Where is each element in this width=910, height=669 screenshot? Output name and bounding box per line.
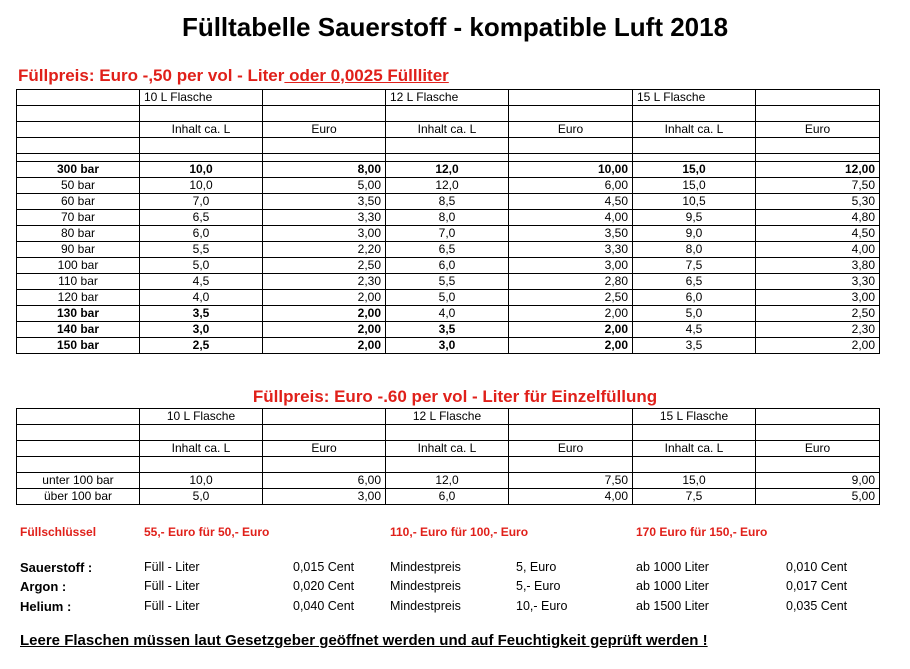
pressure-cell: 100 bar	[17, 258, 140, 274]
col-inhalt: Inhalt ca. L	[140, 122, 263, 138]
volume-cell: 12,0	[386, 162, 509, 178]
volume-cell: 3,0	[140, 322, 263, 338]
col-euro: Euro	[263, 122, 386, 138]
gas-ab-price: 0,017 Cent	[786, 579, 848, 593]
price-cell: 3,50	[263, 194, 386, 210]
table-row	[17, 322, 880, 338]
price-cell: 4,50	[509, 194, 633, 210]
price-cell: 2,00	[509, 306, 633, 322]
gas-unit: Füll - Liter	[144, 579, 200, 593]
volume-cell: 6,5	[386, 242, 509, 258]
volume-cell: 8,5	[386, 194, 509, 210]
volume-cell: 5,0	[140, 489, 263, 505]
single-fill-price-heading: Füllpreis: Euro -.60 per vol - Liter für Einzelfüllung	[252, 387, 658, 406]
price-cell: 10,00	[509, 162, 633, 178]
table-row	[17, 210, 880, 226]
table-row	[17, 194, 880, 210]
table-row	[17, 242, 880, 258]
volume-cell: 4,5	[140, 274, 263, 290]
pressure-cell: 50 bar	[17, 178, 140, 194]
price-cell: 2,30	[756, 322, 880, 338]
pressure-cell: 70 bar	[17, 210, 140, 226]
gas-unit: Füll - Liter	[144, 560, 200, 574]
volume-cell: 5,5	[386, 274, 509, 290]
price-cell: 5,00	[756, 489, 880, 505]
price-cell: 5,00	[263, 178, 386, 194]
pressure-cell: 150 bar	[17, 338, 140, 354]
gas-min: 5,- Euro	[516, 579, 561, 593]
table-row	[17, 178, 880, 194]
volume-cell: 7,0	[140, 194, 263, 210]
pressure-cell: 130 bar	[17, 306, 140, 322]
col-euro: Euro	[756, 441, 880, 457]
volume-cell: 6,5	[140, 210, 263, 226]
gas-unit: Füll - Liter	[144, 599, 200, 613]
header-10l: 10 L Flasche	[140, 90, 263, 106]
price-cell: 2,00	[756, 338, 880, 354]
pressure-cell: 120 bar	[17, 290, 140, 306]
fuellschluessel-item: 110,- Euro für 100,- Euro	[390, 525, 529, 539]
price-cell: 4,00	[509, 489, 633, 505]
price-cell: 7,50	[756, 178, 880, 194]
price-cell: 2,50	[756, 306, 880, 322]
gas-min-label: Mindestpreis	[390, 560, 461, 574]
volume-cell: 6,0	[386, 258, 509, 274]
volume-cell: 10,5	[633, 194, 756, 210]
volume-cell: 15,0	[633, 473, 756, 489]
gas-name: Sauerstoff :	[20, 560, 93, 575]
table-row	[17, 338, 880, 354]
volume-cell: 6,0	[140, 226, 263, 242]
price-cell: 8,00	[263, 162, 386, 178]
volume-cell: 7,5	[633, 258, 756, 274]
gas-price: 0,040 Cent	[293, 599, 355, 613]
price-cell: 2,80	[509, 274, 633, 290]
pressure-cell: unter 100 bar	[17, 473, 140, 489]
gas-min-label: Mindestpreis	[390, 579, 461, 593]
price-cell: 2,20	[263, 242, 386, 258]
pressure-cell: 140 bar	[17, 322, 140, 338]
volume-cell: 6,0	[386, 489, 509, 505]
header-15l: 15 L Flasche	[633, 409, 756, 425]
volume-cell: 4,0	[140, 290, 263, 306]
header-12l: 12 L Flasche	[386, 90, 509, 106]
pressure-cell: 60 bar	[17, 194, 140, 210]
volume-cell: 4,0	[386, 306, 509, 322]
price-cell: 4,00	[509, 210, 633, 226]
volume-cell: 10,0	[140, 178, 263, 194]
price-cell: 5,30	[756, 194, 880, 210]
price-cell: 4,00	[756, 242, 880, 258]
volume-cell: 10,0	[140, 162, 263, 178]
fuellschluessel-item: 170 Euro für 150,- Euro	[636, 525, 768, 539]
table-row	[17, 489, 880, 505]
volume-cell: 7,5	[633, 489, 756, 505]
header-12l: 12 L Flasche	[386, 409, 509, 425]
volume-cell: 5,0	[140, 258, 263, 274]
volume-cell: 6,0	[633, 290, 756, 306]
volume-cell: 8,0	[386, 210, 509, 226]
price-cell: 3,00	[263, 226, 386, 242]
volume-cell: 3,0	[386, 338, 509, 354]
gas-min-label: Mindestpreis	[390, 599, 461, 613]
fill-table-single	[16, 408, 880, 505]
volume-cell: 15,0	[633, 162, 756, 178]
price-cell: 3,00	[509, 258, 633, 274]
price-cell: 2,30	[263, 274, 386, 290]
price-cell: 3,00	[263, 489, 386, 505]
price-cell: 3,30	[509, 242, 633, 258]
header-row	[17, 409, 880, 425]
volume-cell: 4,5	[633, 322, 756, 338]
price-cell: 4,50	[756, 226, 880, 242]
volume-cell: 3,5	[140, 306, 263, 322]
volume-cell: 5,0	[386, 290, 509, 306]
volume-cell: 9,5	[633, 210, 756, 226]
table-row	[17, 473, 880, 489]
price-cell: 4,80	[756, 210, 880, 226]
col-inhalt: Inhalt ca. L	[633, 122, 756, 138]
volume-cell: 15,0	[633, 178, 756, 194]
table-row	[17, 258, 880, 274]
pressure-cell: 300 bar	[17, 162, 140, 178]
header-row	[17, 90, 880, 106]
header-15l: 15 L Flasche	[633, 90, 756, 106]
col-inhalt: Inhalt ca. L	[386, 122, 509, 138]
col-euro: Euro	[509, 441, 633, 457]
fuellschluessel-label: Füllschlüssel	[20, 525, 97, 539]
pressure-cell: über 100 bar	[17, 489, 140, 505]
price-cell: 3,80	[756, 258, 880, 274]
col-euro: Euro	[263, 441, 386, 457]
column-label-row	[17, 122, 880, 138]
fill-price-alt-text: oder 0,0025 Füllliter	[284, 66, 449, 85]
volume-cell: 6,5	[633, 274, 756, 290]
col-inhalt: Inhalt ca. L	[140, 441, 263, 457]
volume-cell: 3,5	[386, 322, 509, 338]
price-cell: 12,00	[756, 162, 880, 178]
gas-min: 10,- Euro	[516, 599, 568, 613]
price-cell: 2,00	[263, 338, 386, 354]
price-cell: 6,00	[509, 178, 633, 194]
gas-min: 5, Euro	[516, 560, 557, 574]
volume-cell: 12,0	[386, 473, 509, 489]
col-euro: Euro	[509, 122, 633, 138]
gas-ab: ab 1000 Liter	[636, 579, 709, 593]
col-euro: Euro	[756, 122, 880, 138]
column-label-row	[17, 441, 880, 457]
price-cell: 2,00	[509, 338, 633, 354]
gas-price: 0,015 Cent	[293, 560, 355, 574]
gas-ab-price: 0,035 Cent	[786, 599, 848, 613]
table-row	[17, 290, 880, 306]
volume-cell: 8,0	[633, 242, 756, 258]
fill-price-heading	[18, 66, 449, 86]
price-cell: 3,00	[756, 290, 880, 306]
pressure-cell: 80 bar	[17, 226, 140, 242]
price-cell: 3,50	[509, 226, 633, 242]
table-row	[17, 306, 880, 322]
pressure-cell: 110 bar	[17, 274, 140, 290]
gas-name: Argon :	[20, 579, 67, 594]
table-row	[17, 226, 880, 242]
volume-cell: 9,0	[633, 226, 756, 242]
price-cell: 6,00	[263, 473, 386, 489]
page-title: Fülltabelle Sauerstoff - kompatible Luft 2018	[181, 12, 729, 42]
gas-ab-price: 0,010 Cent	[786, 560, 848, 574]
volume-cell: 10,0	[140, 473, 263, 489]
price-cell: 7,50	[509, 473, 633, 489]
fuellschluessel-item: 55,- Euro für 50,- Euro	[144, 525, 270, 539]
gas-ab: ab 1000 Liter	[636, 560, 709, 574]
col-inhalt: Inhalt ca. L	[386, 441, 509, 457]
price-cell: 2,00	[509, 322, 633, 338]
volume-cell: 2,5	[140, 338, 263, 354]
gas-name: Helium :	[20, 599, 72, 614]
volume-cell: 5,0	[633, 306, 756, 322]
col-inhalt: Inhalt ca. L	[633, 441, 756, 457]
price-cell: 2,00	[263, 322, 386, 338]
price-cell: 3,30	[756, 274, 880, 290]
pressure-cell: 90 bar	[17, 242, 140, 258]
table-row	[17, 162, 880, 178]
fill-price-text: Füllpreis: Euro -,50 per vol - Liter	[18, 66, 285, 85]
volume-cell: 3,5	[633, 338, 756, 354]
price-cell: 2,50	[263, 258, 386, 274]
gas-price: 0,020 Cent	[293, 579, 355, 593]
table-row	[17, 274, 880, 290]
price-cell: 2,50	[509, 290, 633, 306]
volume-cell: 12,0	[386, 178, 509, 194]
price-cell: 2,00	[263, 306, 386, 322]
header-10l: 10 L Flasche	[140, 409, 263, 425]
fill-table-standard	[16, 89, 880, 354]
volume-cell: 7,0	[386, 226, 509, 242]
gas-ab: ab 1500 Liter	[636, 599, 709, 613]
price-cell: 2,00	[263, 290, 386, 306]
price-cell: 9,00	[756, 473, 880, 489]
volume-cell: 5,5	[140, 242, 263, 258]
price-cell: 3,30	[263, 210, 386, 226]
footer-notice: Leere Flaschen müssen laut Gesetzgeber geöffnet werden und auf Feuchtigkeit geprüft werden !	[20, 632, 708, 649]
